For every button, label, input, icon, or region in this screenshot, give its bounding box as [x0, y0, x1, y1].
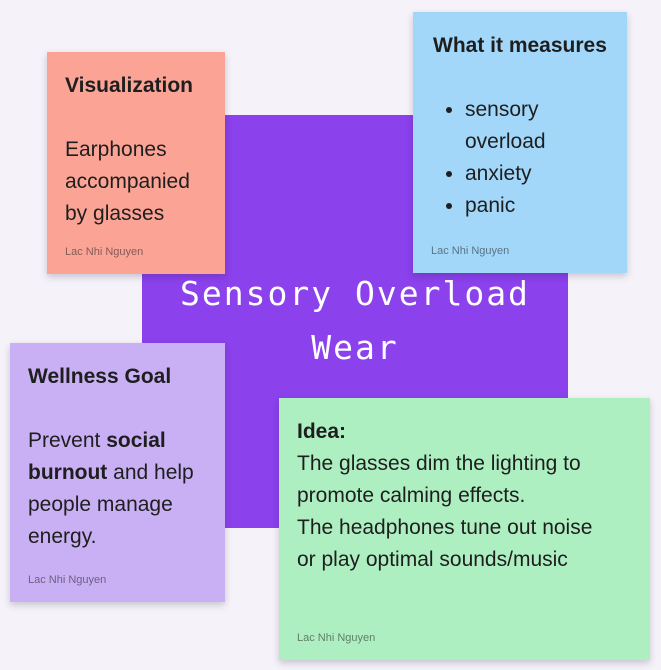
note-body-line: The glasses dim the lighting to — [297, 452, 581, 475]
bullet-item: • panic — [465, 190, 587, 222]
note-author: Lac Nhi Nguyen — [297, 632, 376, 644]
note-author: Lac Nhi Nguyen — [431, 245, 510, 257]
sticky-note-what-it-measures[interactable] — [413, 12, 627, 273]
note-body-line: by glasses — [65, 202, 165, 225]
note-body-line: or play optimal sounds/music — [297, 548, 568, 571]
note-body-line: The headphones tune out noise — [297, 516, 593, 539]
note-bullet-list — [433, 94, 609, 222]
note-body — [28, 425, 207, 553]
topic-title-line2: Wear — [311, 328, 399, 367]
note-paragraph-2 — [297, 512, 632, 576]
note-heading: What it measures — [433, 34, 607, 57]
sticky-note-visualization[interactable] — [47, 52, 225, 274]
sticky-note-wellness-goal[interactable] — [10, 343, 225, 602]
note-heading: Visualization — [65, 74, 193, 97]
note-body-segment: and help people manage energy. — [28, 461, 194, 548]
note-body-line: accompanied — [65, 170, 190, 193]
note-paragraph-1 — [297, 448, 632, 512]
note-author: Lac Nhi Nguyen — [65, 246, 144, 258]
note-heading: Idea: — [297, 420, 347, 443]
note-body-line: Earphones — [65, 138, 167, 161]
note-body-segment-bold: social burnout — [28, 429, 166, 484]
note-author: Lac Nhi Nguyen — [28, 574, 107, 586]
note-body-line: promote calming effects. — [297, 484, 526, 507]
note-body — [65, 134, 207, 230]
note-heading: Wellness Goal — [28, 365, 172, 388]
bullet-item: • anxiety — [465, 158, 587, 190]
bullet-item: • sensory overload — [465, 94, 587, 158]
topic-title-line1: Sensory Overload — [180, 274, 530, 313]
note-body-segment: Prevent — [28, 429, 107, 452]
sticky-note-idea[interactable] — [279, 398, 650, 660]
